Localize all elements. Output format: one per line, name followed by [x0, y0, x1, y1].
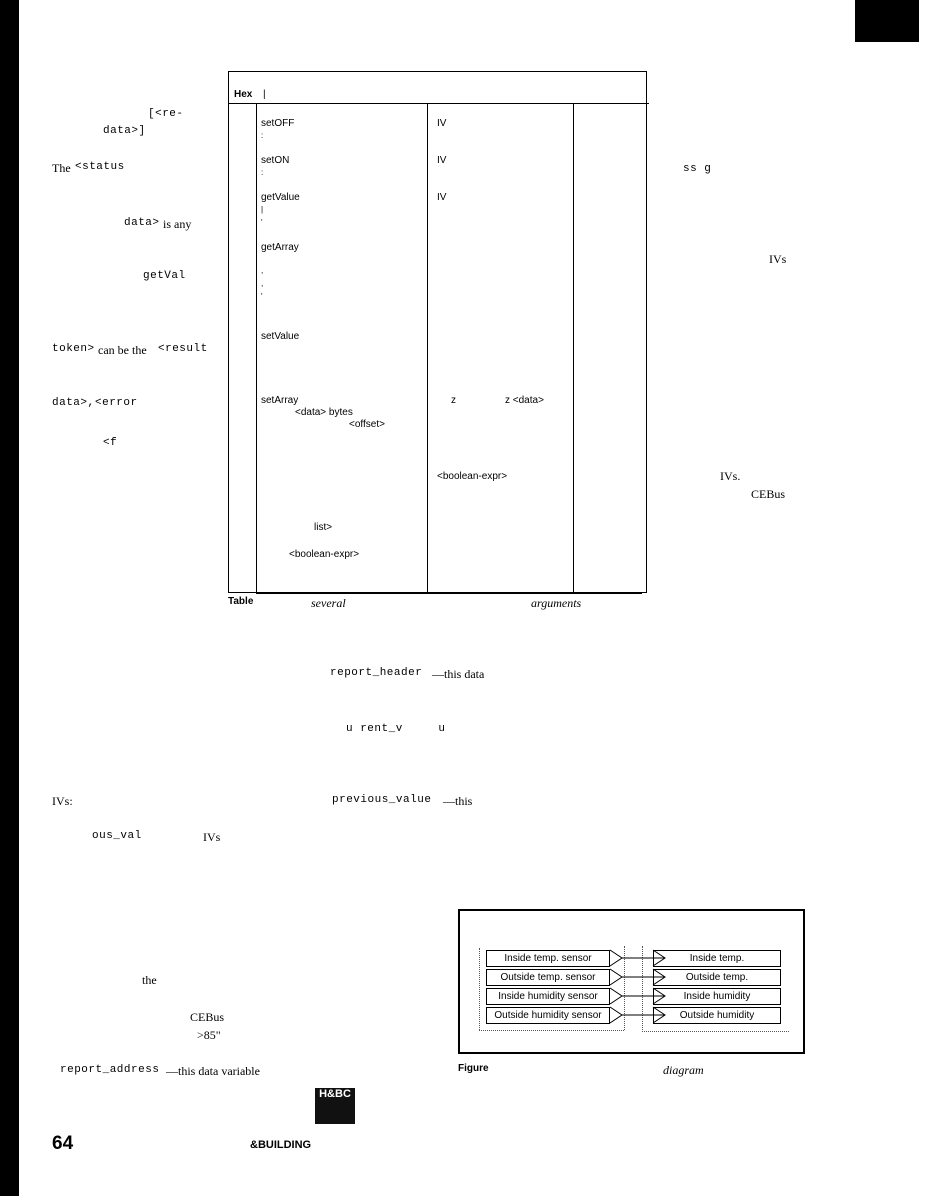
left-text-line: <f — [103, 437, 118, 449]
figure-dotted-border — [479, 948, 480, 1030]
right-text-fragment: IVs — [769, 252, 787, 266]
figure-output-box: Inside humidity — [653, 988, 781, 1005]
table-cell-sub: , — [261, 279, 264, 288]
table-header-mark: | — [263, 89, 266, 100]
table-bottom-rule — [256, 593, 642, 594]
table-cell-type: z — [451, 395, 456, 406]
body-text: —this — [443, 794, 473, 808]
left-text-line: token> — [52, 343, 95, 355]
body-text: IVs: — [52, 794, 73, 808]
table-caption-label: Table — [228, 596, 254, 607]
table-header-hex: Hex — [234, 89, 253, 100]
right-text-fragment: IVs. — [720, 469, 741, 483]
left-text-line: The — [52, 161, 71, 175]
table-cell-method: setValue — [261, 331, 300, 342]
left-text-line: data>] — [103, 125, 146, 137]
table-cell-sub: | — [261, 205, 264, 214]
table-caption-text: arguments — [531, 596, 582, 610]
figure-dotted-border — [479, 1030, 624, 1031]
right-text-fragment: ss g — [683, 163, 712, 175]
table-cell-sub: <data> bytes — [295, 407, 353, 418]
body-code-term: report_address — [60, 1064, 160, 1076]
body-text: >85" — [197, 1028, 221, 1042]
left-text-line: data> — [124, 217, 160, 229]
body-text: CEBus — [190, 1010, 225, 1024]
table-cell-sub: ' — [261, 292, 263, 301]
left-text-line: getVal — [143, 270, 186, 282]
left-text-line: <status — [75, 161, 125, 173]
body-text: —this data variable — [166, 1064, 260, 1078]
body-code-term: u rent_v u — [346, 723, 446, 735]
right-text-fragment: CEBus — [751, 487, 786, 501]
figure-sensor-box: Outside temp. sensor — [486, 969, 610, 986]
footer-brand: &BUILDING — [250, 1139, 312, 1151]
figure-sensor-box: Inside humidity sensor — [486, 988, 610, 1005]
table-cell-expr: <boolean-expr> — [289, 549, 360, 560]
table-cell-method: setOFF — [261, 118, 295, 129]
body-code-term: ous_val — [92, 830, 142, 842]
table-cell-sub: : — [261, 168, 264, 177]
table-column-divider — [256, 103, 257, 593]
magazine-logo: H&BC — [315, 1088, 355, 1124]
body-text: —this data — [432, 667, 485, 681]
table-header-rule — [228, 103, 649, 104]
table-column-divider — [573, 103, 574, 593]
figure-connector-arrows — [600, 946, 670, 1030]
table-cell-method: setArray — [261, 395, 299, 406]
table-column-divider — [427, 103, 428, 593]
body-text: IVs — [203, 830, 221, 844]
table-cell-method: getArray — [261, 242, 299, 253]
table-cell-type: IV — [437, 118, 447, 129]
table-cell-sub: <offset> — [349, 419, 385, 430]
body-code-term: report_header — [330, 667, 423, 679]
table-cell-method: getValue — [261, 192, 300, 203]
figure-sensor-box: Inside temp. sensor — [486, 950, 610, 967]
table-cell-sub: , — [261, 266, 264, 275]
table-cell-list: list> — [314, 522, 333, 533]
table-cell-expr: <boolean-expr> — [437, 471, 508, 482]
figure-sensor-box: Outside humidity sensor — [486, 1007, 610, 1024]
left-text-line: can be the — [98, 343, 147, 357]
left-text-line: [<re- — [148, 108, 184, 120]
body-text: the — [142, 973, 157, 987]
figure-caption-label: Figure — [458, 1063, 489, 1074]
figure-dotted-border — [642, 1031, 789, 1032]
left-text-line: <error — [95, 397, 138, 409]
table-cell-method: setON — [261, 155, 290, 166]
table-cell-type: IV — [437, 155, 447, 166]
table-caption-text: several — [311, 596, 346, 610]
table-cell-type: IV — [437, 192, 447, 203]
figure-output-box: Outside temp. — [653, 969, 781, 986]
figure-caption-text: diagram — [663, 1063, 704, 1077]
left-text-line: data>, — [52, 397, 95, 409]
corner-tab-block — [855, 0, 919, 42]
page-number: 64 — [52, 1133, 74, 1154]
page-edge-bar — [0, 0, 19, 1196]
figure-output-box: Outside humidity — [653, 1007, 781, 1024]
table-cell-sub: ' — [261, 218, 263, 227]
table-cell-sub: : — [261, 131, 264, 140]
left-text-line: <result — [158, 343, 208, 355]
figure-output-box: Inside temp. — [653, 950, 781, 967]
table-cell-type: z <data> — [505, 395, 544, 406]
left-text-line: is any — [163, 217, 192, 231]
body-code-term: previous_value — [332, 794, 432, 806]
